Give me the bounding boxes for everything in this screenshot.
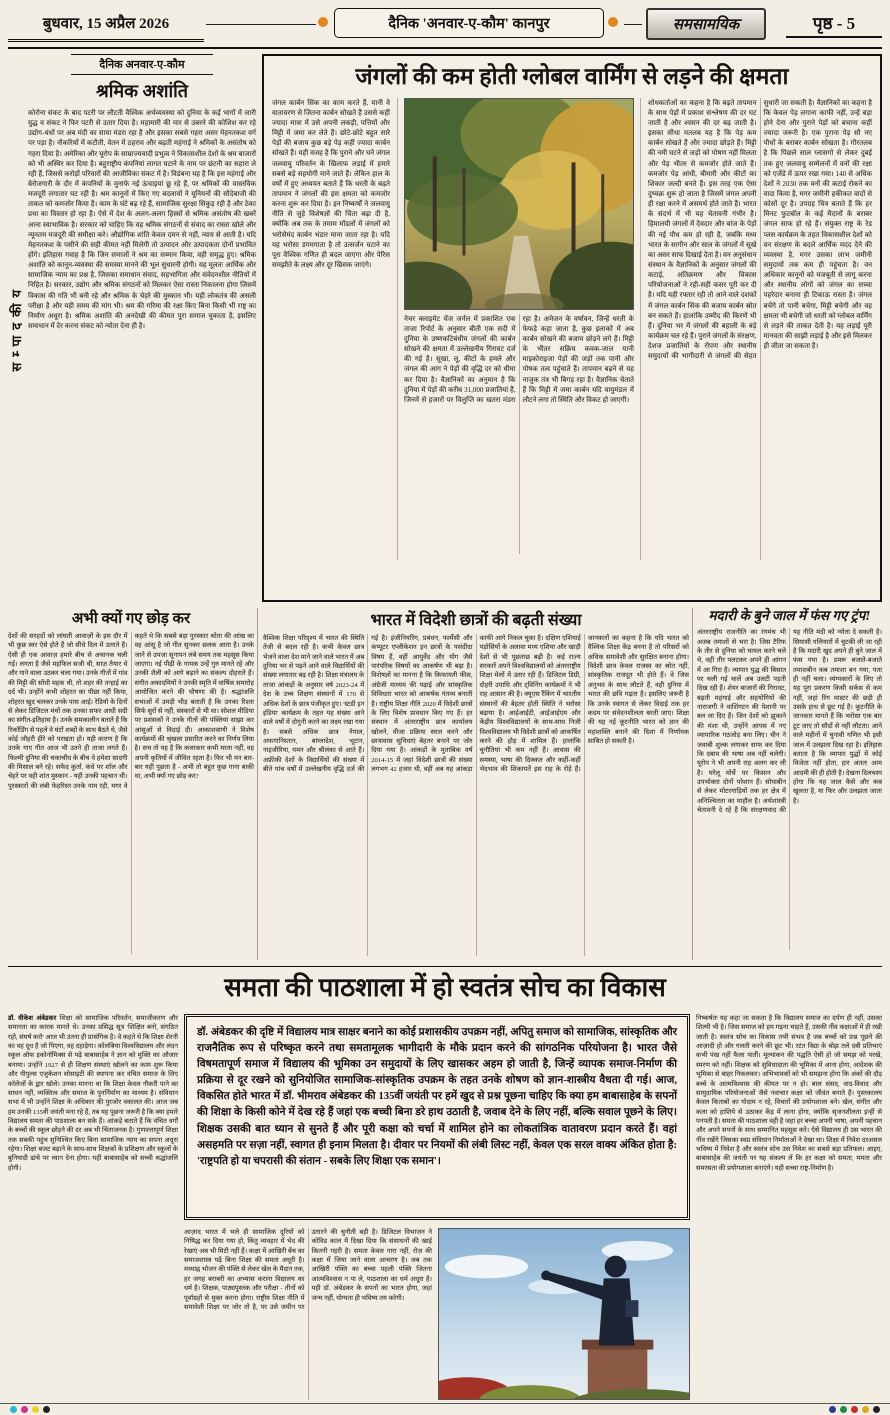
article-foreign-students-headline: भारत में विदेशी छात्रों की बढ़ती संख्या: [370, 612, 582, 629]
feature-col-left: [8, 1014, 178, 1400]
article-obituary-body: देशों की सरहदों को लांघती आवाज़ों के इस दौर में भी कुछ स्वर ऐसे होते हैं जो सीधे दिल में उतरते हैं। ऐसी ही एक आवाज़ हमारे बीच से अचानक चली गई। लगता है जैसे महफिल सजी थी, साज़ तैयार थे और गाने वाला उठकर चला गया। उनके गीतों में गांव की मिट्टी की सोंधी महक थी, तो शहर की तन्हाई का दर्द भी। उन्होंने कभी शोहरत का पीछा नहीं किया, शोहरत खुद चलकर उनके पास आई। रेडियो के दिनों से लेकर डिजिटल मंचों तक उनका सफर आधी सदी का संगीत-इतिहास है। उनके समकालीन बताते हैं कि रिकॉर्डिंग से पहले वे घंटों शब्दों के साथ बैठते थे, जैसे कोई जौहरी हीरे को परखता हो। यही कारण है कि उनके गाए गीत आज भी उतने ही ताजा लगते हैं। फिल्मी दुनिया की चकाचौंध के बीच वे हमेशा सादगी की मिसाल बने रहे। सफेद कुर्ता, कंधे पर शॉल और चेहरे पर वही शांत मुस्कान - यही उनकी पहचान थी। पुरस्कारों की लंबी फेहरिस्त उनके नाम रही, मगर वे कहते थे कि सबसे बड़ा पुरस्कार श्रोता की आंख का वह आंसू है जो गीत सुनकर छलक आता है। उनके जाने से उपजा सूनापन लंबे समय तक महसूस किया जाएगा। नई पीढ़ी के गायक उन्हें गुरु मानते रहे और उनकी शैली को आगे बढ़ाने का संकल्प दोहराते हैं। संगीत अकादमियों ने उनकी स्मृति में वार्षिक समारोह आयोजित करने की घोषणा की है। श्रद्धांजलि सभाओं में उमड़ी भीड़ बताती है कि उनका रिश्ता सिर्फ सुरों से नहीं, संस्कारों से भी था। सोशल मीडिया पर प्रशंसकों ने उनके गीतों की पंक्तियां साझा कर आंसुओं से विदाई दी। आकाशवाणी ने विशेष कार्यक्रमों की श्रृंखला प्रसारित करने का निर्णय लिया है। सच तो यह है कि कलाकार कभी मरता नहीं, वह अपनी कृतियों में जीवित रहता है। फिर भी मन बार-बार यही पूछता है - अभी तो बहुत कुछ गाना बाकी था, अभी क्यों गए छोड़ कर?: [8, 633, 254, 790]
lead-body: [272, 98, 872, 560]
feature-col-left-text: शिक्षा को सामाजिक परिवर्तन, समाजीकरण और समानता का कारक मानते थे। उनका प्रसिद्ध सूत्र 'शिक्षित बनो, संगठित रहो, संघर्ष करो' आज भी उतना ही प्रासंगिक है। वे कहते थे कि शिक्षा शेरनी का वह दूध है जो पिएगा, वह दहाड़ेगा। कोलंबिया विश्वविद्यालय और लंदन स्कूल ऑफ इकोनॉमिक्स से पढ़े बाबासाहेब ने ज्ञान को मुक्ति का औजार बनाया। उन्होंने 1927 से ही शिक्षण संस्थाएं खोलने का काम शुरू किया और पीपुल्स एजुकेशन सोसाइटी की स्थापना कर वंचित समाज के लिए कॉलेजों के द्वार खोले। उनका मानना था कि शिक्षा केवल नौकरी पाने का साधन नहीं, व्यक्तित्व और समाज के पुनर्निर्माण का माध्यम है। संविधान सभा में भी उन्होंने शिक्षा के अधिकार की पुरजोर वकालत की। आज जब हम उनकी 135वीं जयंती मना रहे हैं, तब यह पूछना जरूरी है कि क्या हमारे विद्यालय समता की पाठशाला बन सके हैं। आंकड़े बताते हैं कि वंचित वर्गों के बच्चों की स्कूल छोड़ने की दर अब भी चिंताजनक है। गुणवत्तापूर्ण शिक्षा तक सबकी पहुंच सुनिश्चित किए बिना सामाजिक न्याय का सपना अधूरा रहेगा। शिक्षा बजट बढ़ाने के साथ-साथ शिक्षकों के प्रशिक्षण और स्कूलों के बुनियादी ढांचे पर ध्यान देना होगा। यही बाबासाहेब को सच्ची श्रद्धांजलि होगी।: [8, 1015, 178, 1172]
editorial-body: कोरोना संकट के बाद पटरी पर लौटती वैश्विक अर्थव्यवस्था को दुनिया के कई भागों में जारी युद्ध व संकट ने फिर पटरी से उतार दिया है। महामारी की मार से उबरने की कोशिश कर रहे उद्योग-धंधों पर अब मंदी का साया मंडरा रहा है और इसका सबसे गहरा असर मेहनतकश वर्ग पर पड़ा है। नौकरियों में कटौती, वेतन में ठहराव और बढ़ती महंगाई ने श्रमिकों के असंतोष को गहरा दिया है। अमेरिका और यूरोप के साम्राज्यवादी प्रभुत्व ने विकासशील देशों के श्रम बाजारों को भी अस्थिर कर दिया है। बहुराष्ट्रीय कंपनियां लागत घटाने के नाम पर छंटनी का सहारा ले रही हैं, जिससे करोड़ों परिवारों की आजीविका संकट में है। विडंबना यह है कि इस महंगाई और बेरोजगारी के दौर में कंपनियों के मुनाफे नई ऊंचाइयां छू रहे हैं, पर श्रमिकों की वास्तविक मजदूरी लगातार घट रही है। श्रम कानूनों में किए गए बदलावों ने यूनियनों की सौदेबाजी की ताकत को कमजोर किया है। काम के घंटे बढ़ रहे हैं, सामाजिक सुरक्षा सिकुड़ रही है और ठेका प्रथा का विस्तार हो रहा है। ऐसे में देश के अलग-अलग हिस्सों से श्रमिक असंतोष की खबरें आना स्वाभाविक है। सरकार को चाहिए कि वह श्रमिक संगठनों से संवाद का रास्ता खोले और न्यूनतम मजदूरी की समीक्षा करे। औद्योगिक शांति केवल दमन से नहीं, न्याय से आती है। यदि मेहनतकश के पसीने की सही कीमत नहीं मिलेगी तो उत्पादन और उत्पादकता दोनों प्रभावित होंगे। इतिहास गवाह है कि जिन समाजों ने श्रम का सम्मान किया, वही समृद्ध हुए। श्रमिक अशांति को कानून-व्यवस्था की समस्या मानने की भूल सुधारनी होगी। यह मूलतः आर्थिक और सामाजिक न्याय का प्रश्न है, जिसका समाधान संवाद, सहभागिता और संवेदनशील नीतियों में निहित है। सरकार, उद्योग और श्रमिक संगठनों को मिलकर ऐसा रास्ता निकालना होगा जिसमें विकास की गति भी बनी रहे और श्रमिक के चेहरे की मुस्कान भी। यही लोकतंत्र की असली परीक्षा है और यही समय की मांग भी। श्रम की गरिमा की रक्षा किए बिना किसी भी राष्ट्र का निर्माण अधूरा है। श्रमिक अशांति की अनदेखी की कीमत पूरा समाज चुकाता है, इसलिए समाधान में देर करना संकट को न्योता देना ही है।: [28, 109, 256, 330]
column-divider: [257, 608, 258, 960]
article-trump-headline: मदारी के बुने जाल में फंस गए ट्रंप!: [708, 608, 871, 623]
forest-photo: [404, 98, 634, 310]
article-obituary: [8, 608, 254, 960]
color-dot: [10, 1406, 17, 1413]
lead-col-mid: नेचर क्लाइमेट चेंज जर्नल में प्रकाशित एक ताजा रिपोर्ट के अनुसार बीती एक सदी में दुनिया के उष्णकटिबंधीय जंगलों की कार्बन सोखने की क्षमता में उल्लेखनीय गिरावट दर्ज की गई है। सूखा, लू, कीटों के हमले और जंगल की आग ने पेड़ों की वृद्धि दर को धीमा कर दिया है। वैज्ञानिकों का अनुमान है कि दुनिया में पेड़ों की करीब 31,000 प्रजातियां हैं, जिनमें से हजारों पर विलुप्ति का खतरा मंडरा रहा है। अमेजन के वर्षावन, जिन्हें धरती के फेफड़े कहा जाता है, कुछ इलाकों में अब कार्बन सोखने की बजाय छोड़ने लगे हैं। मिट्टी के भीतर सक्रिय कवक-जाल यानी माइकोराइजा पेड़ों की जड़ों तक पानी और पोषक तत्व पहुंचाते हैं। तापमान बढ़ने से यह नाजुक तंत्र भी बिगड़ रहा है। वैज्ञानिक चेताते हैं कि मिट्टी में जमा कार्बन यदि वायुमंडल में लौटने लगा तो स्थिति और विकट हो जाएगी।: [404, 314, 634, 404]
article-foreign-students: [263, 608, 689, 960]
feature-highlight-box: डॉ. अंबेडकर की दृष्टि में विद्यालय मात्र साक्षर बनाने का कोई प्रशासकीय उपक्रम नहीं, अपितु समाज को सामाजिक, सांस्कृतिक और राजनैतिक रूप से परिष्कृत करने तथा समतामूलक भागीदारी के मौके प्रदान करने की सांगठनिक परियोजना है। भारत जैसे विषमतापूर्ण समाज में विद्यालय की भूमिका उन समुदायों के लिए खासकर अहम हो जाती है, जिन्हें व्यापक समाज-निर्माण की प्रक्रिया से दूर रखने को सुनियोजित सामाजिक-सांस्कृतिक उपक्रम के तहत उनके शोषण को ज्ञान-शास्त्रीय वैधता दी गई। आज, विकसित होते भारत में डॉ. भीमराव अंबेडकर की 135वीं जयंती पर हमें खुद से प्रश्न पूछना चाहिए कि क्या हम बाबासाहेब के सपनों की शिक्षा के किसी कोने में देख रहे हैं जहां एक बच्ची बिना डरे हाथ उठाती है, जवाब देने के लिए नहीं, बल्कि सवाल पूछने के लिए। शिक्षक उसकी बात ध्यान से सुनते हैं और पूरी कक्षा को चर्चा में शामिल होने का लोकतांत्रिक वातावरण प्रदान करते हैं। वहां असहमति पर सज़ा नहीं, स्वागत ही इनाम मिलता है। दीवार पर नियमों की लंबी लिस्ट नहीं, केवल एक सरल वाक्य अंकित होता है: 'राष्ट्रपति हो या चपरासी की संतान - सबके लिए शिक्षा एक समान'।: [184, 1014, 690, 1220]
color-dot: [43, 1406, 50, 1413]
footer-rule: [0, 1403, 890, 1404]
page-date: बुधवार, 15 अप्रैल 2026: [8, 7, 204, 42]
editorial-title: श्रमिक अशांति: [95, 81, 189, 101]
editorial-block: [8, 54, 256, 602]
color-dot: [862, 1406, 869, 1413]
header-divider: [8, 47, 882, 49]
editorial-paper-name: दैनिक अनवार-ए-कौम: [71, 54, 212, 75]
lead-middle: [397, 98, 641, 560]
header-rule-left: [206, 24, 316, 25]
article-trump: [697, 608, 882, 960]
lead-col-left: जंगल कार्बन सिंक का काम करते हैं, यानी वे वातावरण से जितना कार्बन सोखते हैं उससे कहीं ज्यादा मात्रा में उसे अपनी लकड़ी, पत्तियों और मिट्टी में जमा कर लेते हैं। छोटे-छोटे बहुत सारे पेड़ों की बजाय कुछ बड़े पेड़ कहीं ज्यादा कार्बन सोखते हैं। यही वजह है कि पुराने और घने जंगल जलवायु परिवर्तन के खिलाफ लड़ाई में हमारे सबसे बड़े सहयोगी माने जाते हैं। लेकिन हाल के वर्षों में हुए अध्ययन बताते हैं कि धरती के बढ़ते तापमान ने जंगलों की इस क्षमता को कमजोर करना शुरू कर दिया है। इन निष्कर्षों ने जलवायु नीति से जुड़े विशेषज्ञों की चिंता बढ़ा दी है, क्योंकि अब तक के तमाम मॉडलों में जंगलों को भरोसेमंद कार्बन भंडार माना जाता रहा है। यदि यह भरोसा डगमगाता है तो उत्सर्जन घटाने का पूरा वैश्विक गणित ही बदल जाएगा और पेरिस समझौते के लक्ष्य और दूर खिसक जाएंगे।: [272, 98, 390, 269]
masthead: दैनिक 'अनवार-ए-कौम' कानपुर: [334, 8, 604, 38]
color-dot: [840, 1406, 847, 1413]
color-registration-left: [10, 1406, 50, 1413]
header-rule-right: [624, 24, 642, 25]
feature-col-right: निष्कर्षतः यह कहा जा सकता है कि विद्यालय समाज का दर्पण ही नहीं, उसका शिल्पी भी है। जिस समाज को हम गढ़ना चाहते हैं, उसकी नींव कक्षाओं में ही रखी जाती है। स्वतंत्र सोच का विकास तभी संभव है जब बच्चों को प्रश्न पूछने की आज़ादी हो और गलती करने की छूट भी। रटंत विद्या के बोझ तले दबी प्रतिभाएं कभी पंख नहीं फैला पातीं। मूल्यांकन की पद्धति ऐसी हो जो समझ को परखे, स्मरण को नहीं। शिक्षक को सुविधादाता की भूमिका में आना होगा, आदेशक की भूमिका से बाहर निकलकर। अभिभावकों को भी समझना होगा कि अंकों की दौड़ बच्चे के आत्मविश्वास की कीमत पर न हो। बाल संसद, वाद-विवाद और सामुदायिक परियोजनाओं जैसे नवाचार कक्षा को जीवंत बनाते हैं। पुस्तकालय केवल किताबों का गोदाम न रहे, विचारों की प्रयोगशाला बने। खेल, संगीत और कला को हाशिये से उठाकर केंद्र में लाना होगा, क्योंकि सृजनशीलता इन्हीं से पनपती है। समता की पाठशाला वही है जहां हर बच्चा अपनी भाषा, अपनी पहचान और अपने सपनों के साथ सम्मानित महसूस करे। ऐसे विद्यालय ही उस भारत की नींव रखेंगे जिसका स्वप्न संविधान निर्माताओं ने देखा था। शिक्षा में निवेश दरअसल भविष्य में निवेश है और स्वतंत्र सोच उस निवेश का सबसे बड़ा प्रतिफल। आइए, बाबासाहेब की जयंती पर यह संकल्प लें कि हर कक्षा को समता, ममता और समरसता की प्रयोगशाला बनाएंगे। यही सच्चा राष्ट्र-निर्माण है।: [696, 1015, 882, 1172]
lead-col-right: शोधकर्ताओं का कहना है कि बढ़ते तापमान के साथ पेड़ों में प्रकाश संश्लेषण की दर घट जाती है और श्वसन की दर बढ़ जाती है। इसका सीधा मतलब यह है कि पेड़ कम कार्बन सोखते हैं और ज्यादा छोड़ते हैं। मिट्टी की नमी घटने से जड़ों को पोषण नहीं मिलता और पेड़ भीतर से कमजोर होते जाते हैं। कमजोर पेड़ आंधी, बीमारी और कीटों का शिकार जल्दी बनते हैं। इस तरह एक ऐसा दुष्चक्र शुरू हो जाता है जिसमें जंगल अपनी ही रक्षा करने में असमर्थ होते जाते हैं। भारत के संदर्भ में भी यह चेतावनी गंभीर है। हिमालयी जंगलों में देवदार और बांज के पेड़ों की नई पौध कम हो रही है, जबकि मध्य भारत के सागौन और साल के जंगलों में सूखे का असर साफ दिखाई देता है। वन अनुसंधान संस्थान के वैज्ञानिकों के अनुसार जंगलों की कटाई, अतिक्रमण और विकास परियोजनाओं ने रही-सही कसर पूरी कर दी है। यदि यही रफ्तार रही तो आने वाले दशकों में जंगल कार्बन सिंक की बजाय कार्बन स्रोत बन सकते हैं। हालांकि उम्मीद की किरणें भी हैं। दुनिया भर में जंगलों की बहाली के बड़े कार्यक्रम चल रहे हैं। पुराने जंगलों के संरक्षण, देशज प्रजातियों के रोपण और स्थानीय समुदायों की भागीदारी से जंगलों की सेहत सुधारी जा सकती है। वैज्ञानिकों का कहना है कि केवल पेड़ लगाना काफी नहीं, उन्हें बड़ा होने देना और पुराने पेड़ों को बचाना कहीं ज्यादा जरूरी है। एक पुराना पेड़ सौ नए पौधों के बराबर कार्बन सोखता है। गौरतलब है कि पिछले साल ग्लासगो से लेकर दुबई तक हुए जलवायु सम्मेलनों में वनों की रक्षा को एजेंडे में ऊपर रखा गया। 140 से अधिक देशों ने 2030 तक वनों की कटाई रोकने का वादा किया है, मगर जमीनी हकीकत वादों से कोसों दूर है। उपग्रह चित्र बताते हैं कि हर मिनट फुटबॉल के कई मैदानों के बराबर जंगल साफ हो रहे हैं। संयुक्त राष्ट्र के रेड प्लस कार्यक्रम के तहत विकासशील देशों को वन संरक्षण के बदले आर्थिक मदद देने की व्यवस्था है, मगर उसका लाभ जमीनी समुदायों तक कम ही पहुंचता है। वन अधिकार कानूनों को मजबूती से लागू करना और स्थानीय लोगों को जंगल का सच्चा पहरेदार बनाना ही टिकाऊ रास्ता है। जंगल बचेंगे तो पानी बचेगा, मिट्टी बचेगी और वह क्षमता भी बचेगी जो धरती को ग्लोबल वार्मिंग से लड़ने की ताकत देती है। यह लड़ाई पूरी मानवता की साझी लड़ाई है और इसे मिलकर ही जीता जा सकता है।: [648, 98, 872, 361]
column-divider: [692, 608, 693, 960]
section-badge: समसामयिक: [646, 8, 766, 40]
feature-headline: समता की पाठशाला में हो स्वतंत्र सोच का विकास: [224, 973, 666, 1002]
lead-headline: जंगलों की कम होती ग्लोबल वार्मिंग से लड़ने की क्षमता: [355, 64, 789, 89]
article-foreign-students-body: वैश्विक शिक्षा परिदृश्य में भारत की स्थिति तेजी से बदल रही है। कभी केवल छात्र भेजने वाला देश माने जाने वाले भारत में अब दुनिया भर से पढ़ने आने वाले विद्यार्थियों की संख्या लगातार बढ़ रही है। शिक्षा मंत्रालय के ताजा आंकड़ों के अनुसार वर्ष 2023-24 में देश के उच्च शिक्षण संस्थानों में 170 से अधिक देशों के छात्र पंजीकृत हुए। 'स्टडी इन इंडिया' कार्यक्रम के तहत यह संख्या आने वाले वर्षों में दोगुनी करने का लक्ष्य रखा गया है। सबसे अधिक छात्र नेपाल, अफगानिस्तान, बांग्लादेश, भूटान, नाइजीरिया, यमन और श्रीलंका से आते हैं। अफ्रीकी देशों के विद्यार्थियों की संख्या में बीते पांच वर्षों में उल्लेखनीय वृद्धि दर्ज की गई है। इंजीनियरिंग, प्रबंधन, फार्मेसी और कंप्यूटर एप्लीकेशन इन छात्रों के पसंदीदा विषय हैं, वहीं आयुर्वेद और योग जैसे पारंपरिक विषयों का आकर्षण भी बढ़ा है। विशेषज्ञों का मानना है कि किफायती फीस, अंग्रेजी माध्यम की पढ़ाई और सांस्कृतिक विविधता भारत को आकर्षक गंतव्य बनाती है। राष्ट्रीय शिक्षा नीति 2020 में विदेशी छात्रों के लिए विशेष प्रावधान किए गए हैं। हर संस्थान में अंतरराष्ट्रीय छात्र कार्यालय खोलने, वीजा प्रक्रिया सरल करने और छात्रावास सुविधाएं बेहतर बनाने पर जोर दिया गया है। आंकड़ों के मुताबिक वर्ष 2014-15 में जहां विदेशी छात्रों की संख्या लगभग 42 हजार थी, वहीं अब यह आंकड़ा काफी आगे निकल चुका है। दक्षिण एशियाई पड़ोसियों के अलावा मध्य एशिया और खाड़ी देशों से भी पूछताछ बढ़ी है। कई राज्य सरकारें अपने विश्वविद्यालयों को अंतरराष्ट्रीय शिक्षा मेलों में उतार रही हैं। डिजिटल डिग्री, दोहरी उपाधि और ट्विनिंग कार्यक्रमों ने भी राह आसान की है। क्यूएस रैंकिंग में भारतीय संस्थानों की बेहतर होती स्थिति ने भरोसा बढ़ाया है। आईआईटी, आईआईएम और केंद्रीय विश्वविद्यालयों के साथ-साथ निजी विश्वविद्यालय भी विदेशी छात्रों को आकर्षित करने की होड़ में शामिल हैं। हालांकि चुनौतियां भी कम नहीं हैं। आवास की समस्या, भाषा की दिक्कत और कहीं-कहीं भेदभाव की शिकायतें इस राह के रोड़े हैं। जानकारों का कहना है कि यदि भारत को वैश्विक शिक्षा केंद्र बनना है तो परिसरों को अधिक समावेशी और सुरक्षित बनाना होगा। विदेशी छात्र केवल राजस्व का स्रोत नहीं, सांस्कृतिक राजदूत भी होते हैं। वे जिस अनुभव के साथ लौटते हैं, वही दुनिया में भारत की छवि गढ़ता है। इसलिए जरूरी है कि उनके स्वागत से लेकर विदाई तक हर कदम पर संवेदनशीलता बरती जाए। शिक्षा की यह नई कूटनीति भारत को ज्ञान की महाशक्ति बनाने की दिशा में निर्णायक साबित हो सकती है।: [263, 635, 689, 774]
editorial-vertical-label: सम्पादकीय: [9, 284, 24, 372]
masthead-dot-left: [318, 17, 328, 27]
lead-article: [262, 54, 882, 602]
article-obituary-headline: अभी क्यों गए छोड़ कर: [71, 611, 191, 627]
color-registration-right: [829, 1406, 880, 1413]
color-dot: [32, 1406, 39, 1413]
section-divider: [8, 966, 882, 967]
color-dot: [873, 1406, 880, 1413]
page-number: पृष्ठ - 5: [786, 8, 882, 38]
editorial-main: [28, 54, 256, 602]
article-trump-body: अंतरराष्ट्रीय राजनीति का रंगमंच भी अजब तमाशों से भरा है। जिस टैरिफ के तीर से दुनिया को घायल करने चले थे, वही तीर पलटकर अपने ही आंगन में आ गिरा है। व्यापार युद्ध की बिसात पर चली गई चालें अब उलटी पड़ती दिख रही हैं। शेयर बाजारों की गिरावट, बढ़ती महंगाई और सहयोगियों की नाराजगी ने वाशिंगटन की पेशानी पर बल ला दिए हैं। जिन देशों को झुकाने की मंशा थी, उन्होंने आपस में नए व्यापारिक गठजोड़ बना लिए। चीन ने जवाबी शुल्क लगाकर साफ कर दिया कि दबाव की भाषा अब नहीं चलेगी। यूरोप ने भी अपनी राह अलग कर ली है। घरेलू मोर्चे पर किसान और उपभोक्ता दोनों परेशान हैं। सोयाबीन से लेकर मोटरगाड़ियों तक हर क्षेत्र में अनिश्चितता का माहौल है। अर्थशास्त्री चेतावनी दे रहे हैं कि संरक्षणवाद की यह नीति मंदी को न्योता दे सकती है। सियासी गलियारों में चुटकी ली जा रही है कि मदारी खुद अपने ही बुने जाल में फंस गया है। डमरू बजाते-बजाते तमाशबीन कब तमाशा बन गया, पता ही नहीं चला। व्यंग्यकारों के लिए तो यह पूरा प्रकरण किसी सर्कस से कम नहीं, जहां रिंग मास्टर की छड़ी ही उसके हाथ से छूट गई है। कूटनीति के जानकार मानते हैं कि भरोसा एक बार टूट जाए तो सौदों से नहीं लौटता। आने वाले महीनों में चुनावी गणित भी इसी जाल में उलझता दिख रहा है। इतिहास बताता है कि व्यापार युद्धों में कोई विजेता नहीं होता, हार अंततः आम आदमी की ही होती है। देखना दिलचस्प होगा कि यह जाल कैसे और कब खुलता है, या फिर और उलझता जाता है।: [697, 629, 882, 815]
feature-byline: डॉ. वीकेश अंबेडकर: [8, 1015, 60, 1022]
color-dot: [21, 1406, 28, 1413]
ambedkar-statue-photo: [438, 1228, 690, 1400]
masthead-dot-right: [608, 17, 618, 27]
color-dot: [829, 1406, 836, 1413]
feature-col-mid: आज़ाद भारत में भले ही सामाजिक दूरियों को निषिद्ध कर दिया गया हो, किंतु व्यवहार में भेद की रेखाएं अब भी मिटी नहीं हैं। कक्षा में आखिरी बेंच का समाजशास्त्र पढ़े बिना शिक्षा की समता अधूरी है। मध्याह्न भोजन की पंक्ति से लेकर खेल के मैदान तक, हर जगह बराबरी का अभ्यास कराना विद्यालय का धर्म है। शिक्षक, पाठ्यपुस्तक और परीक्षा - तीनों को पूर्वाग्रहों से मुक्त करना होगा। राष्ट्रीय शिक्षा नीति में समावेशी शिक्षा पर जोर तो है, पर उसे जमीन पर उतारने की चुनौती बड़ी है। डिजिटल विभाजन ने कोविड काल में दिखा दिया कि संसाधनों की खाई कितनी गहरी है। समता केवल नारा नहीं, रोज़ की कक्षा में जिया जाने वाला आचरण है। जब तक आखिरी पंक्ति का बच्चा पहली पंक्ति जितना आत्मविश्वास न पा ले, पाठशाला का धर्म अधूरा है। यही डॉ. अंबेडकर के सपनों का भारत होगा, जहां जन्म नहीं, योग्यता ही भविष्य तय करेगी।: [184, 1229, 432, 1311]
color-dot: [851, 1406, 858, 1413]
